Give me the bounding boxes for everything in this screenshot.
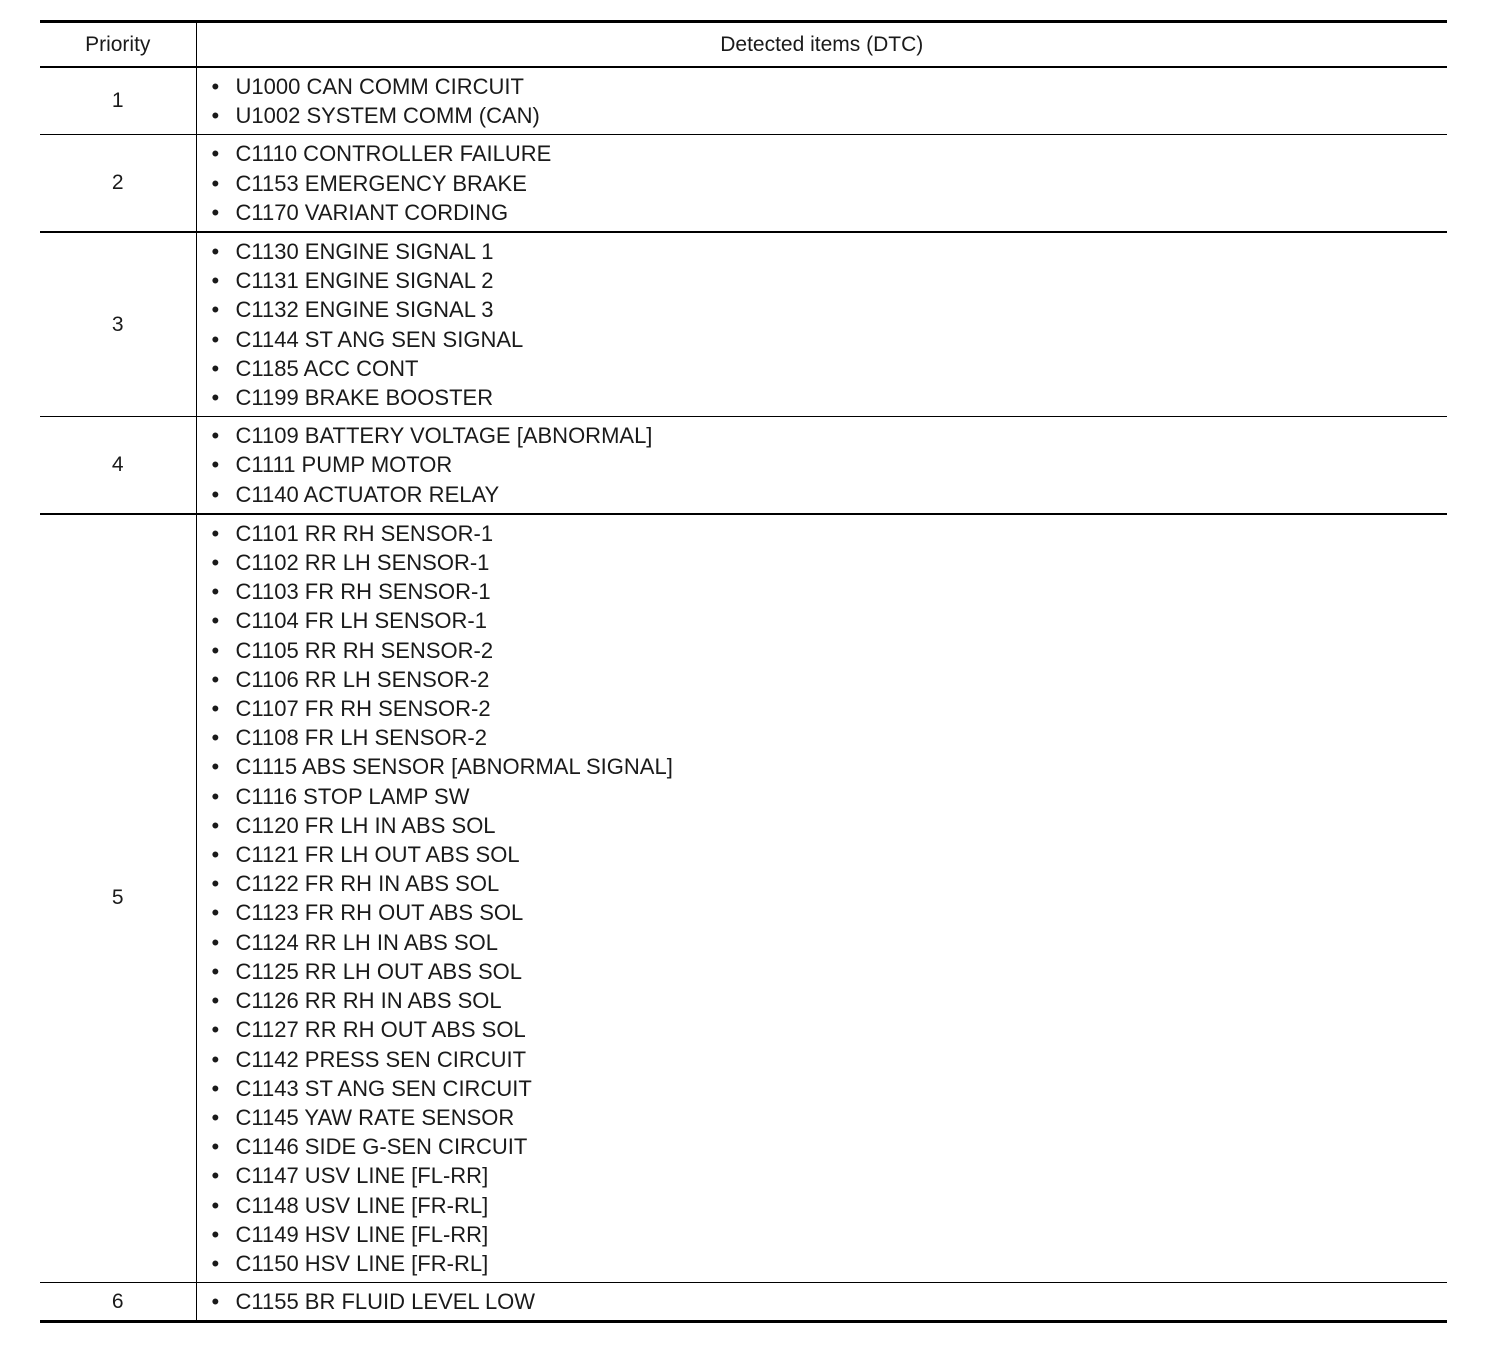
table-row [40,417,1447,514]
dtc-list-item [212,1249,1448,1278]
dtc-list-item [212,694,1448,723]
dtc-code-text: C1148 USV LINE [FR-RL] [235,1192,489,1218]
bullet-icon: • [211,550,220,576]
detected-items-cell [196,67,1447,135]
dtc-list-item [212,1132,1448,1161]
dtc-list-item [212,237,1448,266]
dtc-code-text: C1140 ACTUATOR RELAY [235,481,500,507]
dtc-code-text: C1115 ABS SENSOR [ABNORMAL SIGNAL] [235,754,673,780]
dtc-code-text: C1142 PRESS SEN CIRCUIT [235,1046,527,1072]
dtc-code-text: C1101 RR RH SENSOR-1 [235,520,494,546]
dtc-code-text: C1105 RR RH SENSOR-2 [235,637,494,663]
dtc-list-item [212,421,1448,450]
dtc-list-item [212,548,1448,577]
dtc-code-text: C1110 CONTROLLER FAILURE [235,141,552,167]
priority-cell: 3 [40,232,196,417]
dtc-list-item [212,636,1448,665]
table-row [40,514,1447,1283]
dtc-list-item [212,72,1448,101]
dtc-list-item [212,1191,1448,1220]
dtc-code-text: C1155 BR FLUID LEVEL LOW [235,1289,536,1315]
dtc-code-text: U1002 SYSTEM COMM (CAN) [235,103,540,129]
dtc-list-item [212,383,1448,412]
dtc-code-text: C1127 RR RH OUT ABS SOL [235,1017,526,1043]
bullet-icon: • [211,1046,220,1072]
dtc-code-text: C1149 HSV LINE [FL-RR] [235,1221,489,1247]
bullet-icon: • [211,268,220,294]
priority-cell: 6 [40,1283,196,1322]
dtc-list-item [212,928,1448,957]
bullet-icon: • [211,1289,220,1315]
dtc-code-text: C1147 USV LINE [FL-RR] [235,1163,489,1189]
dtc-code-text: C1185 ACC CONT [235,355,419,381]
bullet-icon: • [211,1163,220,1189]
dtc-code-text: C1143 ST ANG SEN CIRCUIT [235,1075,532,1101]
dtc-code-text: C1102 RR LH SENSOR-1 [235,550,490,576]
dtc-list-item [212,752,1448,781]
bullet-icon: • [211,297,220,323]
dtc-list-item [212,139,1448,168]
dtc-code-text: C1116 STOP LAMP SW [235,783,470,809]
dtc-list-item [212,957,1448,986]
header-row [40,22,1447,68]
dtc-code-text: U1000 CAN COMM CIRCUIT [235,74,524,99]
bullet-icon: • [211,1134,220,1160]
dtc-code-text: C1145 YAW RATE SENSOR [235,1104,515,1130]
priority-cell: 4 [40,417,196,514]
dtc-list-item [212,1045,1448,1074]
bullet-icon: • [211,326,220,352]
dtc-list [197,139,1448,227]
dtc-code-text: C1130 ENGINE SIGNAL 1 [235,239,494,265]
dtc-code-text: C1170 VARIANT CORDING [235,199,509,225]
dtc-list-item [212,1287,1448,1316]
dtc-list-item [212,898,1448,927]
dtc-list-item [212,577,1448,606]
priority-cell: 5 [40,514,196,1283]
dtc-list-item [212,1220,1448,1249]
dtc-list-item [212,1103,1448,1132]
dtc-code-text: C1123 FR RH OUT ABS SOL [235,900,524,926]
bullet-icon: • [211,199,220,225]
bullet-icon: • [211,1017,220,1043]
detected-items-cell [196,417,1447,514]
bullet-icon: • [211,239,220,265]
dtc-code-text: C1153 EMERGENCY BRAKE [235,170,527,196]
bullet-icon: • [211,1192,220,1218]
priority-cell: 1 [40,67,196,135]
bullet-icon: • [211,871,220,897]
dtc-list-item [212,986,1448,1015]
bullet-icon: • [211,696,220,722]
dtc-list [197,237,1448,412]
dtc-code-text: C1144 ST ANG SEN SIGNAL [235,326,524,352]
detected-items-cell [196,514,1447,1283]
dtc-code-text: C1111 PUMP MOTOR [235,452,453,478]
bullet-icon: • [211,1075,220,1101]
bullet-icon: • [211,481,220,507]
table-row [40,135,1447,232]
dtc-code-text: C1109 BATTERY VOLTAGE [ABNORMAL] [235,423,653,449]
dtc-list-item [212,295,1448,324]
dtc-code-text: C1132 ENGINE SIGNAL 3 [235,297,494,323]
table-row [40,232,1447,417]
bullet-icon: • [211,900,220,926]
table-row [40,1283,1447,1322]
table-row [40,67,1447,135]
dtc-list-item [212,665,1448,694]
dtc-code-text: C1103 FR RH SENSOR-1 [235,579,491,605]
dtc-code-text: C1126 RR RH IN ABS SOL [235,988,502,1014]
bullet-icon: • [211,579,220,605]
bullet-icon: • [211,725,220,751]
detected-items-cell [196,232,1447,417]
bullet-icon: • [211,1104,220,1130]
bullet-icon: • [211,103,220,129]
dtc-list-item [212,1015,1448,1044]
bullet-icon: • [211,783,220,809]
dtc-code-text: C1125 RR LH OUT ABS SOL [235,958,523,984]
bullet-icon: • [211,637,220,663]
bullet-icon: • [211,141,220,167]
dtc-code-text: C1104 FR LH SENSOR-1 [235,608,487,634]
table-body [40,67,1447,1322]
dtc-list-item [212,101,1448,130]
bullet-icon: • [211,74,220,99]
bullet-icon: • [211,1221,220,1247]
dtc-code-text: C1150 HSV LINE [FR-RL] [235,1250,489,1276]
dtc-code-text: C1120 FR LH IN ABS SOL [235,812,496,838]
dtc-list-item [212,606,1448,635]
dtc-list-item [212,519,1448,548]
dtc-list-item [212,782,1448,811]
priority-cell: 2 [40,135,196,232]
dtc-list-item [212,198,1448,227]
dtc-list-item [212,450,1448,479]
dtc-list [197,421,1448,509]
bullet-icon: • [211,842,220,868]
bullet-icon: • [211,520,220,546]
dtc-code-text: C1122 FR RH IN ABS SOL [235,871,500,897]
header-priority: Priority [40,22,196,68]
bullet-icon: • [211,452,220,478]
dtc-code-text: C1146 SIDE G-SEN CIRCUIT [235,1134,528,1160]
bullet-icon: • [211,812,220,838]
bullet-icon: • [211,608,220,634]
bullet-icon: • [211,385,220,411]
dtc-list-item [212,266,1448,295]
dtc-list-item [212,811,1448,840]
bullet-icon: • [211,1250,220,1276]
bullet-icon: • [211,988,220,1014]
dtc-code-text: C1199 BRAKE BOOSTER [235,385,494,411]
header-detected-items: Detected items (DTC) [196,22,1447,68]
dtc-list-item [212,840,1448,869]
bullet-icon: • [211,958,220,984]
detected-items-cell [196,1283,1447,1322]
dtc-code-text: C1124 RR LH IN ABS SOL [235,929,498,955]
dtc-priority-table [40,20,1447,1323]
dtc-list [197,519,1448,1278]
dtc-list-item [212,869,1448,898]
dtc-list-item [212,354,1448,383]
bullet-icon: • [211,170,220,196]
bullet-icon: • [211,666,220,692]
bullet-icon: • [211,423,220,449]
dtc-list-item [212,325,1448,354]
dtc-code-text: C1121 FR LH OUT ABS SOL [235,842,520,868]
dtc-list-item [212,1074,1448,1103]
dtc-list-item [212,723,1448,752]
dtc-list-item [212,1161,1448,1190]
dtc-code-text: C1131 ENGINE SIGNAL 2 [235,268,494,294]
dtc-list-item [212,480,1448,509]
dtc-code-text: C1106 RR LH SENSOR-2 [235,666,490,692]
bullet-icon: • [211,355,220,381]
detected-items-cell [196,135,1447,232]
bullet-icon: • [211,754,220,780]
dtc-list-item [212,169,1448,198]
bullet-icon: • [211,929,220,955]
dtc-list [197,72,1448,130]
dtc-code-text: C1107 FR RH SENSOR-2 [235,696,491,722]
dtc-list [197,1287,1448,1316]
dtc-code-text: C1108 FR LH SENSOR-2 [235,725,487,751]
